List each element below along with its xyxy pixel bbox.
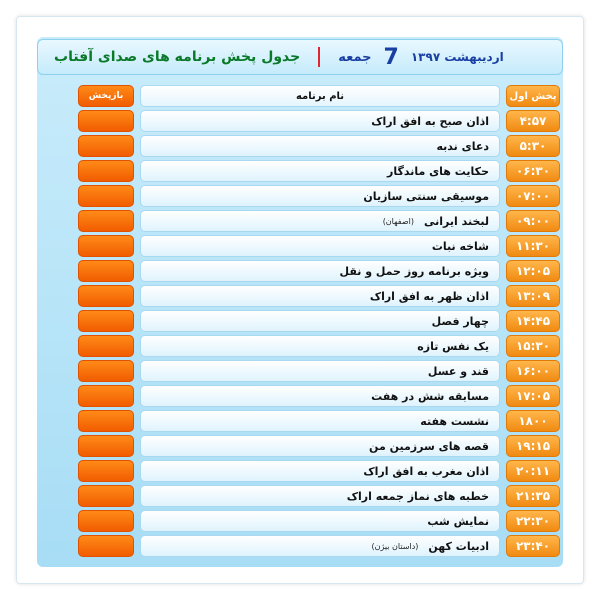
program-time: ۰۶:۳۰ <box>506 160 560 182</box>
program-time: ۲۲:۳۰ <box>506 510 560 532</box>
program-name-cell <box>140 110 500 132</box>
program-name: ادبیات کهن <box>428 539 489 553</box>
program-time: ۱۹:۱۵ <box>506 435 560 457</box>
day-label: جمعه <box>338 49 372 65</box>
program-time: ۱۲:۰۵ <box>506 260 560 282</box>
program-rerun <box>78 535 134 557</box>
table-row <box>38 434 560 459</box>
program-time: ۱۵:۳۰ <box>506 335 560 357</box>
program-rerun <box>78 510 134 532</box>
header-first-broadcast: پخش اول <box>506 85 560 107</box>
program-name-cell <box>140 510 500 532</box>
program-rerun <box>78 285 134 307</box>
table-row <box>38 534 560 559</box>
table-header-row <box>38 84 560 109</box>
program-name: نشست هفته <box>420 414 489 428</box>
table-row <box>38 359 560 384</box>
program-time: ۰۹:۰۰ <box>506 210 560 232</box>
table-row <box>38 159 560 184</box>
program-name-cell <box>140 210 500 232</box>
program-name: لبخند ایرانی <box>424 214 489 228</box>
table-row <box>38 384 560 409</box>
header-program-name: نام برنامه <box>140 85 500 107</box>
program-name-cell <box>140 235 500 257</box>
program-name-cell <box>140 160 500 182</box>
program-rerun <box>78 185 134 207</box>
program-rerun <box>78 135 134 157</box>
table-row <box>38 334 560 359</box>
program-time: ۱۱:۳۰ <box>506 235 560 257</box>
schedule-title: جدول پخش برنامه های صدای آفتاب <box>54 49 301 65</box>
program-time: ۲۱:۳۵ <box>506 485 560 507</box>
program-name: ویژه برنامه روز حمل و نقل <box>339 264 489 278</box>
date-label: اردیبهشت ۱۳۹۷ <box>410 50 504 64</box>
program-time: ۴:۵۷ <box>506 110 560 132</box>
program-rerun <box>78 260 134 282</box>
program-time: ۱۸۰۰ <box>506 410 560 432</box>
program-subtitle: (داستان بیژن) <box>371 541 419 551</box>
program-rerun <box>78 460 134 482</box>
program-name-cell <box>140 185 500 207</box>
table-row <box>38 409 560 434</box>
header-rerun: بازپخش <box>78 85 134 107</box>
schedule-table <box>38 84 560 559</box>
program-name-cell <box>140 435 500 457</box>
program-time: ۱۳:۰۹ <box>506 285 560 307</box>
program-name: قند و عسل <box>427 364 489 378</box>
table-row <box>38 209 560 234</box>
program-time: ۲۳:۴۰ <box>506 535 560 557</box>
title-separator <box>318 47 320 67</box>
program-time: ۱۷:۰۵ <box>506 385 560 407</box>
program-rerun <box>78 410 134 432</box>
program-name-cell <box>140 360 500 382</box>
program-name-cell <box>140 135 500 157</box>
program-rerun <box>78 160 134 182</box>
program-time: ۱۴:۴۵ <box>506 310 560 332</box>
table-row <box>38 184 560 209</box>
table-row <box>38 509 560 534</box>
program-name-cell <box>140 485 500 507</box>
program-name: دعای ندبه <box>436 139 489 153</box>
program-rerun <box>78 110 134 132</box>
program-name: خطبه های نماز جمعه اراک <box>346 489 489 503</box>
program-rerun <box>78 335 134 357</box>
program-name: نمایش شب <box>427 514 489 528</box>
table-row <box>38 134 560 159</box>
program-name-cell <box>140 310 500 332</box>
program-name: چهار فصل <box>431 314 489 328</box>
program-name-cell <box>140 285 500 307</box>
program-rerun <box>78 310 134 332</box>
table-row <box>38 484 560 509</box>
program-name-cell <box>140 410 500 432</box>
program-name: موسیقی سنتی سازیان <box>363 189 489 203</box>
program-name: اذان مغرب به افق اراک <box>363 464 489 478</box>
program-name: شاخه نبات <box>431 239 489 253</box>
title-bar <box>37 39 563 75</box>
table-row <box>38 284 560 309</box>
day-number: 7 <box>383 44 399 70</box>
program-name: حکایت های ماندگار <box>386 164 489 178</box>
program-name-cell <box>140 535 500 557</box>
table-row <box>38 234 560 259</box>
program-rerun <box>78 485 134 507</box>
program-time: ۲۰:۱۱ <box>506 460 560 482</box>
table-row <box>38 309 560 334</box>
table-body <box>38 109 560 559</box>
program-rerun <box>78 435 134 457</box>
table-row <box>38 259 560 284</box>
program-name-cell <box>140 260 500 282</box>
program-name: مسابقه شش در هفت <box>371 389 489 403</box>
program-name: یک نفس تازه <box>417 339 489 353</box>
table-row <box>38 109 560 134</box>
program-rerun <box>78 210 134 232</box>
program-subtitle: (اصفهان) <box>382 216 414 226</box>
program-time: ۵:۳۰ <box>506 135 560 157</box>
program-rerun <box>78 360 134 382</box>
program-name-cell <box>140 385 500 407</box>
table-row <box>38 459 560 484</box>
program-name-cell <box>140 335 500 357</box>
program-rerun <box>78 385 134 407</box>
program-name: قصه های سرزمین من <box>369 439 489 453</box>
program-name: اذان ظهر به افق اراک <box>369 289 489 303</box>
program-time: ۱۶:۰۰ <box>506 360 560 382</box>
program-rerun <box>78 235 134 257</box>
program-name-cell <box>140 460 500 482</box>
program-name: اذان صبح به افق اراک <box>371 114 489 128</box>
program-time: ۰۷:۰۰ <box>506 185 560 207</box>
